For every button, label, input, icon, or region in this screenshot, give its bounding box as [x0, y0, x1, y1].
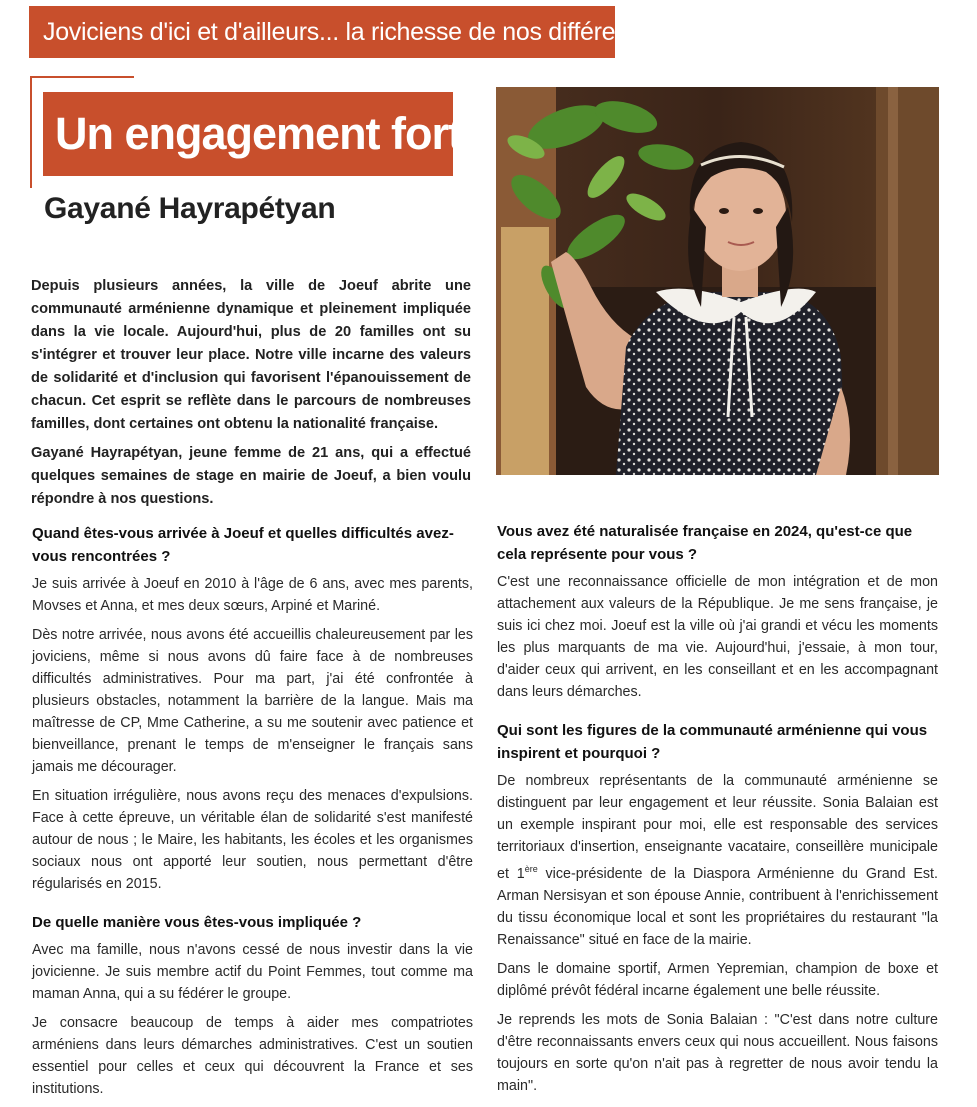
ordinal-suffix: ère: [524, 864, 538, 874]
banner-title: Joviciens d'ici et d'ailleurs... la richesse de nos différences: [43, 17, 667, 46]
portrait-photo: [496, 87, 939, 475]
question-heading: Qui sont les figures de la communauté arménienne qui vous inspirent et pourquoi ?: [497, 722, 928, 762]
question-heading: Quand êtes-vous arrivée à Joeuf et quelles difficultés avez-vous rencontrées ?: [32, 525, 454, 565]
answer-paragraph: [497, 770, 938, 951]
answer-paragraph: Je consacre beaucoup de temps à aider mes compatriotes arméniens dans leurs démarches administratives. C'est un soutien essentiel pour celles et ceux qui découvrent la France et ses institutions.: [32, 1015, 473, 1097]
answer-paragraph: Je reprends les mots de Sonia Balaian : "C'est dans notre culture d'être reconnaissants envers ceux qui nous accueillent. Nous faisons toujours en sorte qu'on n'ait pas à regretter de nous avoir tendu la main".: [497, 1011, 938, 1094]
left-column: [32, 522, 473, 1107]
answer-text: vice-présidente de la Diaspora Arménienne du Grand Est. Arman Nersisyan et son épouse Annie, contribuent à l'enrichissement du tissu économique local et sont les propriétaires du restaurant "la Renaissance" situé en face de la mairie.: [497, 865, 938, 948]
answer-paragraph: Dès notre arrivée, nous avons été accueillis chaleureusement par les joviciens, même si nous avons dû faire face à de nombreuses difficultés administratives. Pour ma part, j'ai été confrontée à plusieurs obstacles, notamment la barrière de la langue. Mais ma maîtresse de CP, Mme Catherine, a su me soutenir avec patience et bienveillance, prenant le temps de m'enseigner le français sans jamais me décourager.: [32, 627, 473, 775]
answer-paragraph: En situation irrégulière, nous avons reçu des menaces d'expulsions. Face à cette épreuve, un véritable élan de solidarité s'est manifesté autour de nous ; le Maire, les habitants, les écoles et les organismes sociaux nous ont apporté leur soutien, nous permettant d'être régularisés en 2015.: [32, 788, 473, 892]
title-box: [43, 92, 463, 176]
answer-paragraph: Avec ma famille, nous n'avons cessé de nous investir dans la vie jovicienne. Je suis membre actif du Point Femmes, tout comme ma maman Anna, qui a su fédérer le groupe.: [32, 942, 473, 1002]
answer-paragraph: Dans le domaine sportif, Armen Yepremian, champion de boxe et diplômé prévôt fédéral incarne également une belle réussite.: [497, 960, 938, 999]
question-heading: De quelle manière vous êtes-vous impliquée ?: [32, 914, 362, 931]
answer-paragraph: Je suis arrivée à Joeuf en 2010 à l'âge de 6 ans, avec mes parents, Movses et Anna, et mes deux sœurs, Arpiné et Mariné.: [32, 576, 473, 614]
question-heading: Vous avez été naturalisée française en 2024, qu'est-ce que cela représente pour vous ?: [497, 523, 913, 563]
right-column: [497, 520, 938, 1104]
author-name: Gayané Hayrapétyan: [44, 192, 336, 225]
answer-paragraph: C'est une reconnaissance officielle de mon intégration et de mon attachement aux valeurs de la République. Je me sens française, je suis ici chez moi. Joeuf est la ville où j'ai grandi et vécu les moments les plus marquants de ma vie. Aujourd'hui, j'essaie, à mon tour, d'aider ceux qui arrivent, en les conseillant et en les accompagnant dans leurs démarches.: [497, 574, 938, 700]
section-banner: [29, 6, 667, 58]
title-frame-left: [30, 76, 32, 188]
article-title: Un engagement fort: [55, 108, 463, 159]
title-frame-top: [30, 76, 134, 78]
intro-paragraph: Depuis plusieurs années, la ville de Joeuf abrite une communauté arménienne dynamique et pleinement impliquée dans la vie locale. Aujourd'hui, plus de 20 familles ont su s'intégrer et trouver leur place. Notre ville incarne des valeurs de solidarité et d'inclusion qui favorisent l'épanouissement de chacun. Cet esprit se reflète dans le parcours de nombreuses familles, dont certaines ont obtenu la nationalité française.: [31, 278, 471, 432]
answer-text: De nombreux représentants de la communauté arménienne se distinguent par leur engagement et leur réussite. Sonia Balaian est un exemple inspirant pour moi, elle est responsable des services territoriaux d'insertion, enseignante vacataire, conseillère municipale et 1: [497, 773, 938, 882]
intro-paragraph: Gayané Hayrapétyan, jeune femme de 21 ans, qui a effectué quelques semaines de stage en mairie de Joeuf, a bien voulu répondre à nos questions.: [31, 445, 471, 507]
intro-text: [31, 275, 471, 517]
